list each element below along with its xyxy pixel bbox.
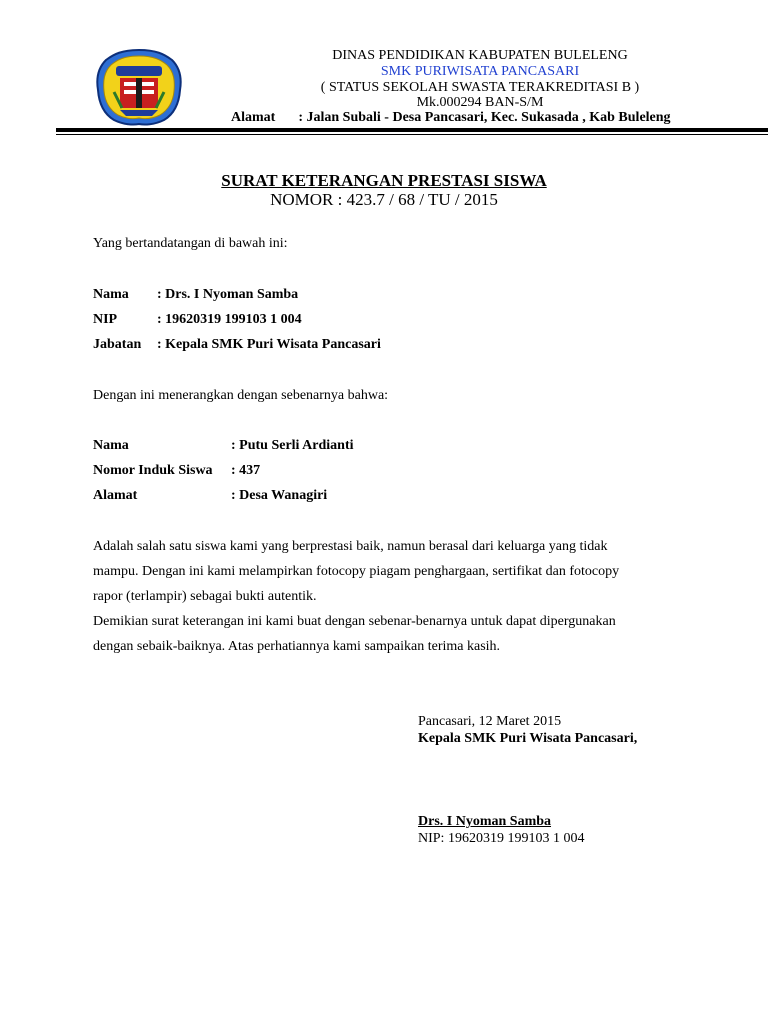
letterhead-address-value: : Jalan Subali - Desa Pancasari, Kec. Sukasada , Kab Buleleng xyxy=(298,110,671,125)
letterhead-agency: DINAS PENDIDIKAN KABUPATEN BULELENG xyxy=(332,48,628,63)
school-emblem-icon xyxy=(94,48,184,126)
letterhead-rule-thin xyxy=(56,134,768,135)
student-address-value: : Desa Wanagiri xyxy=(231,488,328,503)
document-number: NOMOR : 423.7 / 68 / TU / 2015 xyxy=(270,190,498,209)
intro-text: Yang bertandatangan di bawah ini: xyxy=(93,236,288,251)
signature-nip: NIP: 19620319 199103 1 004 xyxy=(418,831,585,846)
student-nis-label: Nomor Induk Siswa xyxy=(93,463,213,478)
paragraph-line: Adalah salah satu siswa kami yang berprestasi baik, namun berasal dari keluarga yang tidak xyxy=(93,539,608,554)
signer-name-value: : Drs. I Nyoman Samba xyxy=(157,287,299,302)
signature-name: Drs. I Nyoman Samba xyxy=(418,814,552,829)
statement-text: Dengan ini menerangkan dengan sebenarnya bahwa: xyxy=(93,388,389,403)
signature-place-date: Pancasari, 12 Maret 2015 xyxy=(418,714,562,729)
signature-role: Kepala SMK Puri Wisata Pancasari, xyxy=(418,731,638,746)
paragraph-line: dengan sebaik-baiknya. Atas perhatiannya kami sampaikan terima kasih. xyxy=(93,639,501,654)
student-address-label: Alamat xyxy=(93,488,138,503)
signer-name-label: Nama xyxy=(93,287,129,302)
signer-position-label: Jabatan xyxy=(93,337,142,352)
student-name-label: Nama xyxy=(93,438,129,453)
student-nis-value: : 437 xyxy=(231,463,261,478)
document-title: SURAT KETERANGAN PRESTASI SISWA xyxy=(221,171,547,190)
paragraph-line: rapor (terlampir) sebagai bukti autentik. xyxy=(93,589,317,604)
signer-position-value: : Kepala SMK Puri Wisata Pancasari xyxy=(157,337,381,352)
signer-nip-label: NIP xyxy=(93,312,118,327)
letterhead-accreditation: ( STATUS SEKOLAH SWASTA TERAKREDITASI B ) xyxy=(320,80,640,95)
letterhead-address xyxy=(231,110,671,126)
paragraph-line: Demikian surat keterangan ini kami buat dengan sebenar-benarnya untuk dapat dipergunakan xyxy=(93,614,616,629)
letterhead-registration: Mk.000294 BAN-S/M xyxy=(416,95,544,110)
signer-nip-value: : 19620319 199103 1 004 xyxy=(157,312,302,327)
letterhead-address-label: Alamat xyxy=(231,110,276,125)
student-name-value: : Putu Serli Ardianti xyxy=(231,438,354,453)
paragraph-line: mampu. Dengan ini kami melampirkan fotocopy piagam penghargaan, sertifikat dan fotocopy xyxy=(93,564,620,579)
letterhead-rule-thick xyxy=(56,128,768,132)
letterhead-school-name: SMK PURIWISATA PANCASARI xyxy=(380,64,580,79)
